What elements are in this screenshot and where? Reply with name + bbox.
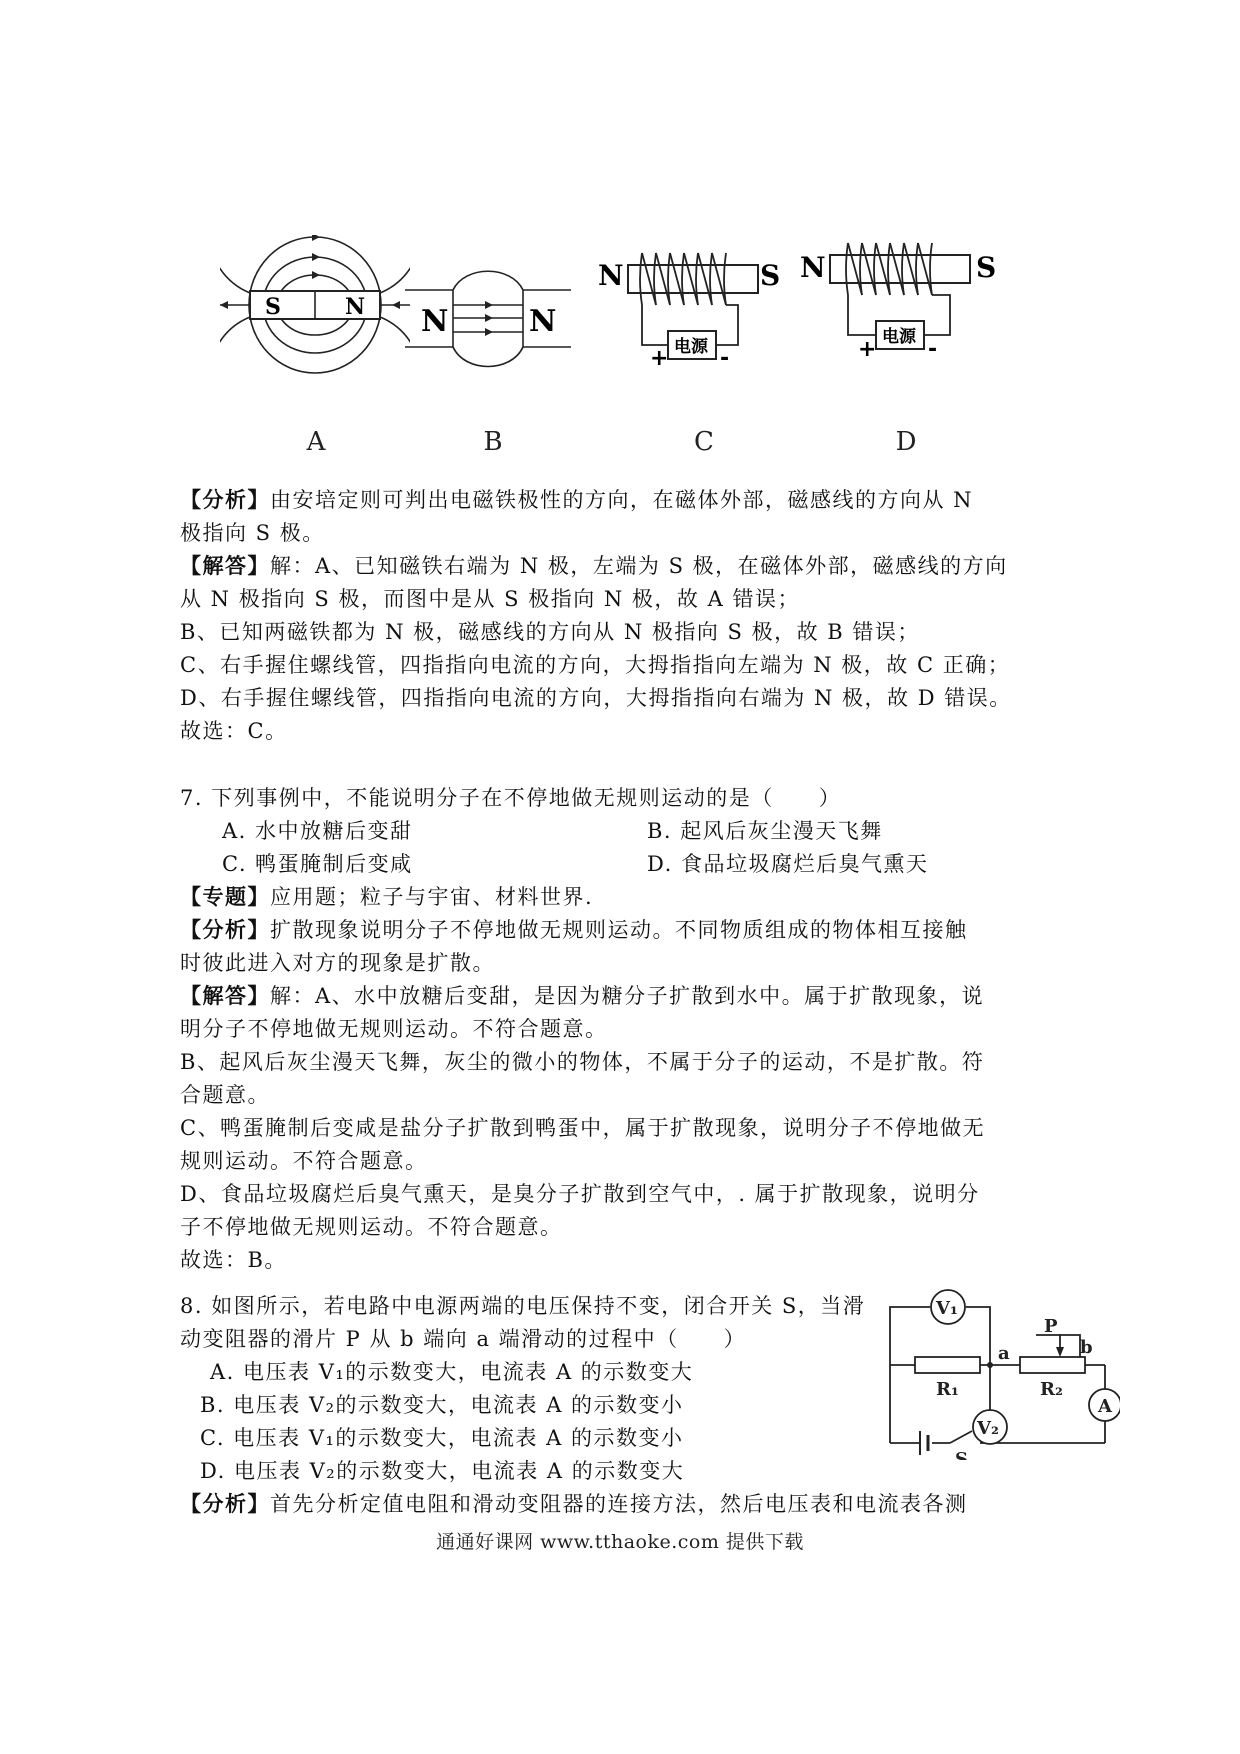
bar-magnet-field-diagram xyxy=(220,235,410,415)
line-text: B、已知两磁铁都为 N 极，磁感线的方向从 N 极指向 S 极，故 B 错误； xyxy=(180,620,920,644)
plus-sign: + xyxy=(650,346,669,371)
power-source-label: 电源 xyxy=(882,327,916,347)
line-text: D、食品垃圾腐烂后臭气熏天，是臭分子扩散到空气中，. 属于扩散现象，说明分 xyxy=(180,1182,980,1206)
solution-line xyxy=(180,1145,1060,1178)
solution-line xyxy=(180,947,1060,980)
pole-label: N xyxy=(800,251,826,284)
figure-caption: B xyxy=(483,427,503,457)
solution-line xyxy=(180,682,1060,715)
line-text: 首先分析定值电阻和滑动变阻器的连接方法，然后电压表和电流表各测 xyxy=(270,1492,968,1516)
solution-line xyxy=(180,1079,1060,1112)
line-text: 应用题；粒子与宇宙、材料世界. xyxy=(270,885,594,909)
line-text: 规则运动。不符合题意。 xyxy=(180,1149,428,1173)
slider-p-label: P xyxy=(1044,1316,1058,1337)
circuit-diagram xyxy=(880,1285,1120,1464)
solution-line xyxy=(180,517,1060,550)
r2-label: R₂ xyxy=(1040,1379,1063,1400)
option-a: A. 电压表 V₁的示数变大，电流表 A 的示数变大 xyxy=(210,1360,694,1384)
voltmeter-v2-label: V₂ xyxy=(977,1418,999,1439)
solution-line xyxy=(180,914,1060,947)
section-tag: 【分析】 xyxy=(180,918,270,942)
solution-line xyxy=(180,484,1060,517)
section-tag: 【分析】 xyxy=(180,1492,270,1516)
like-poles-field-diagram xyxy=(405,235,575,415)
option-c: C. 鸭蛋腌制后变咸 xyxy=(222,852,413,876)
question-7 xyxy=(180,782,1060,1277)
question-stem: 7. 下列事例中，不能说明分子在不停地做无规则运动的是（ ） xyxy=(180,786,842,810)
line-text: 由安培定则可判出电磁铁极性的方向，在磁体外部，磁感线的方向从 N xyxy=(270,488,974,512)
option-d: D. 电压表 V₂的示数变大，电流表 A 的示数变大 xyxy=(200,1459,685,1483)
solution-line xyxy=(180,1046,1060,1079)
terminal-a-label: a xyxy=(998,1343,1010,1364)
line-text: 时彼此进入对方的现象是扩散。 xyxy=(180,951,495,975)
solution-line xyxy=(180,980,1060,1013)
solution-line xyxy=(180,1178,1060,1211)
option-c: C. 电压表 V₁的示数变大，电流表 A 的示数变小 xyxy=(200,1426,684,1450)
solution-line xyxy=(180,1013,1060,1046)
line-text: 明分子不停地做无规则运动。不符合题意。 xyxy=(180,1017,608,1041)
solution-line xyxy=(180,583,1060,616)
solution-line xyxy=(180,1244,1060,1277)
line-text: C、右手握住螺线管，四指指向电流的方向，大拇指指向左端为 N 极，故 C 正确； xyxy=(180,653,1011,677)
option-row xyxy=(180,848,1060,881)
pole-label: N xyxy=(529,304,557,339)
line-text: 从 N 极指向 S 极，而图中是从 S 极指向 N 极，故 A 错误； xyxy=(180,587,800,611)
q6-solution xyxy=(180,484,1060,748)
figure-c xyxy=(598,235,788,457)
pole-label: S xyxy=(760,259,781,292)
figure-d xyxy=(800,235,1000,457)
solution-line xyxy=(180,550,1060,583)
option-b: B. 电压表 V₂的示数变大，电流表 A 的示数变小 xyxy=(200,1393,684,1417)
voltmeter-v1-label: V₁ xyxy=(936,1298,958,1319)
solution-line xyxy=(180,1488,1060,1521)
power-source-label: 电源 xyxy=(674,337,708,357)
magnet-figures xyxy=(220,235,1100,465)
pole-label: S xyxy=(976,251,997,284)
solution-line xyxy=(180,715,1060,748)
figure-caption: D xyxy=(895,427,917,457)
option-a: A. 水中放糖后变甜 xyxy=(222,819,413,843)
pole-label: N xyxy=(421,304,449,339)
line-text: D、右手握住螺线管，四指指向电流的方向，大拇指指向右端为 N 极，故 D 错误。 xyxy=(180,686,1012,710)
question-8 xyxy=(180,1290,866,1488)
section-tag: 【分析】 xyxy=(180,488,270,512)
line-text: B、起风后灰尘漫天飞舞，灰尘的微小的物体，不属于分子的运动，不是扩散。符 xyxy=(180,1050,985,1074)
pole-label: N xyxy=(345,294,366,320)
figure-a xyxy=(220,235,410,457)
plus-sign: + xyxy=(858,337,877,362)
solution-line xyxy=(180,881,1060,914)
ammeter-label: A xyxy=(1098,1396,1112,1417)
question-stem: 动变阻器的滑片 P 从 b 端向 a 端滑动的过程中（ ） xyxy=(180,1327,747,1351)
option-b: B. 起风后灰尘漫天飞舞 xyxy=(647,819,883,843)
solution-line xyxy=(180,1211,1060,1244)
r1-label: R₁ xyxy=(936,1379,959,1400)
solenoid-diagram xyxy=(598,235,788,415)
page-footer: 通通好课网 www.tthaoke.com 提供下载 xyxy=(436,1531,804,1553)
line-text: 解：A、已知磁铁右端为 N 极，左端为 S 极，在磁体外部，磁感线的方向 xyxy=(270,554,1008,578)
option-d: D. 食品垃圾腐烂后臭气熏天 xyxy=(647,852,929,876)
solution-line xyxy=(180,616,1060,649)
option-row xyxy=(180,815,1060,848)
line-text: 故选：C。 xyxy=(180,719,288,743)
figure-b xyxy=(405,235,575,457)
minus-sign: - xyxy=(928,337,938,362)
section-tag: 【解答】 xyxy=(180,554,270,578)
line-text: 极指向 S 极。 xyxy=(180,521,325,545)
section-tag: 【专题】 xyxy=(180,885,270,909)
minus-sign: - xyxy=(720,346,730,371)
line-text: 扩散现象说明分子不停地做无规则运动。不同物质组成的物体相互接触 xyxy=(270,918,968,942)
section-tag: 【解答】 xyxy=(180,984,270,1008)
line-text: C、鸭蛋腌制后变咸是盐分子扩散到鸭蛋中，属于扩散现象，说明分子不停地做无 xyxy=(180,1116,986,1140)
figure-caption: A xyxy=(306,427,326,457)
solenoid-diagram xyxy=(800,235,1000,415)
line-text: 合题意。 xyxy=(180,1083,270,1107)
line-text: 故选：B。 xyxy=(180,1248,287,1272)
line-text: 子不停地做无规则运动。不符合题意。 xyxy=(180,1215,563,1239)
terminal-b-label: b xyxy=(1080,1337,1093,1358)
pole-label: S xyxy=(265,294,281,320)
switch-s-label: S xyxy=(955,1449,968,1460)
solution-line xyxy=(180,1112,1060,1145)
circuit-svg xyxy=(880,1285,1120,1460)
pole-label: N xyxy=(598,259,624,292)
question-stem: 8. 如图所示，若电路中电源两端的电压保持不变，闭合开关 S，当滑 xyxy=(180,1294,866,1318)
figure-caption: C xyxy=(694,427,714,457)
solution-line xyxy=(180,649,1060,682)
line-text: 解：A、水中放糖后变甜，是因为糖分子扩散到水中。属于扩散现象，说 xyxy=(270,984,985,1008)
q8-analysis xyxy=(180,1488,1060,1521)
